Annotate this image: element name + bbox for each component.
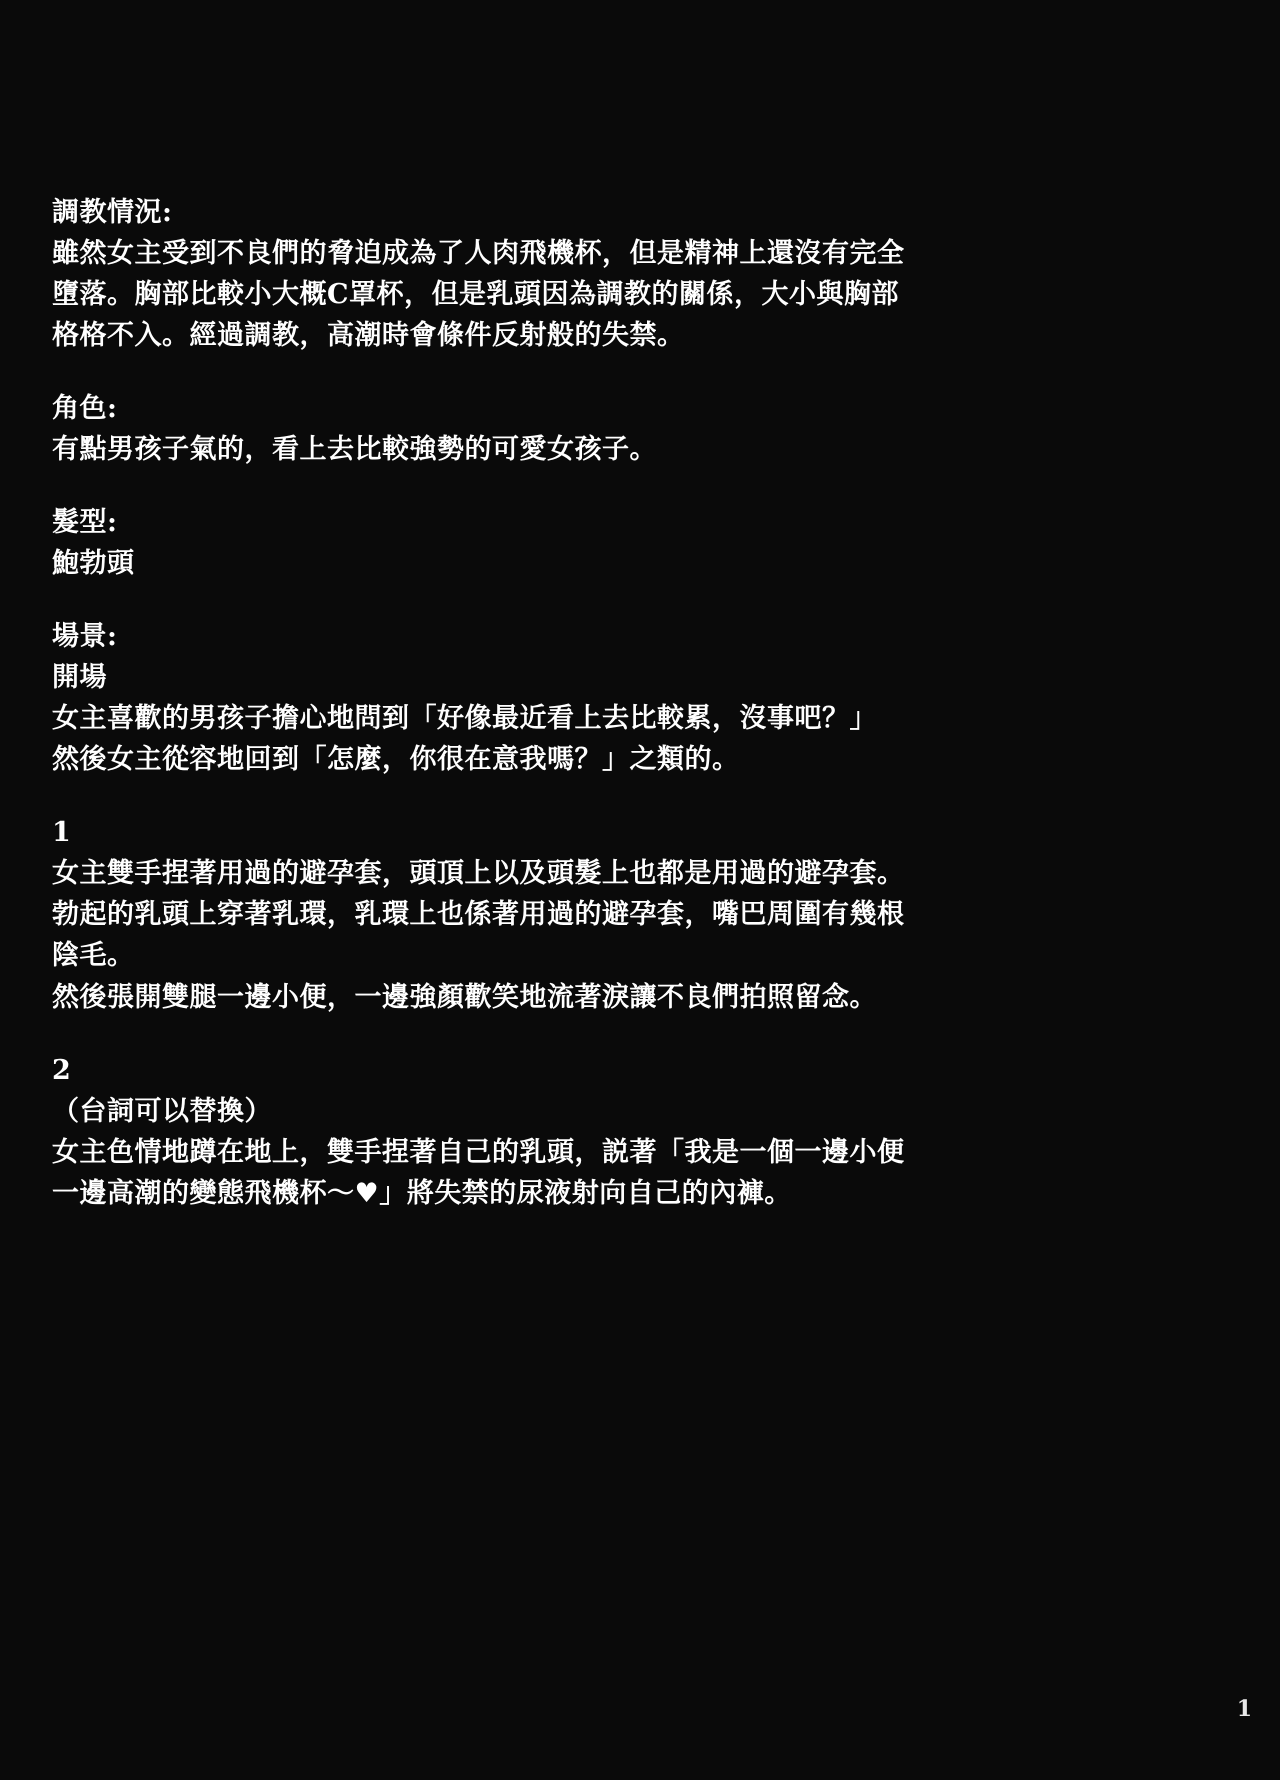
- section-line: 開場: [52, 662, 107, 694]
- section-line: 一邊高潮的變態飛機杯～♥」將失禁的尿液射向自己的內褲。: [52, 1177, 792, 1209]
- section-heading: 髮型:: [52, 507, 118, 539]
- section-line: 有點男孩子氣的，看上去比較強勢的可愛女孩子。: [52, 434, 657, 466]
- section-block: [52, 1050, 1062, 1214]
- section-line: （台詞可以替換）: [52, 1095, 272, 1127]
- section-block: [52, 616, 1062, 780]
- section-line: 女主雙手捏著用過的避孕套，頭頂上以及頭髮上也都是用過的避孕套。: [52, 858, 905, 890]
- section-line: 鮑勃頭: [52, 548, 135, 580]
- section-line: 墮落。胸部比較小大概C罩杯，但是乳頭因為調教的關係，大小與胸部: [52, 279, 899, 311]
- section-line: 女主喜歡的男孩子擔心地問到「好像最近看上去比較累，沒事吧？」: [52, 703, 877, 735]
- document-body: [52, 192, 1062, 1214]
- section-heading: 1: [52, 817, 72, 849]
- section-line: 陰毛。: [52, 940, 135, 972]
- section-line: 格格不入。經過調教，高潮時會條件反射般的失禁。: [52, 320, 685, 352]
- section-line: 女主色情地蹲在地上，雙手捏著自己的乳頭，説著「我是一個一邊小便: [52, 1136, 905, 1168]
- section-block: [52, 192, 1062, 356]
- section-block: [52, 388, 1062, 470]
- section-block: [52, 502, 1062, 584]
- page-number: 1: [1236, 1696, 1252, 1722]
- section-heading: 場景:: [52, 621, 118, 653]
- section-line: 然後張開雙腿一邊小便，一邊強顏歡笑地流著淚讓不良們拍照留念。: [52, 981, 877, 1013]
- section-line: 雖然女主受到不良們的脅迫成為了人肉飛機杯，但是精神上還沒有完全: [52, 238, 905, 270]
- section-heading: 角色:: [52, 393, 118, 425]
- section-heading: 調教情況:: [52, 197, 173, 228]
- section-line: 然後女主從容地回到「怎麼，你很在意我嗎？」之類的。: [52, 744, 740, 776]
- section-line: 勃起的乳頭上穿著乳環，乳環上也係著用過的避孕套，嘴巴周圍有幾根: [52, 899, 905, 931]
- section-block: [52, 812, 1062, 1017]
- section-heading: 2: [52, 1054, 72, 1086]
